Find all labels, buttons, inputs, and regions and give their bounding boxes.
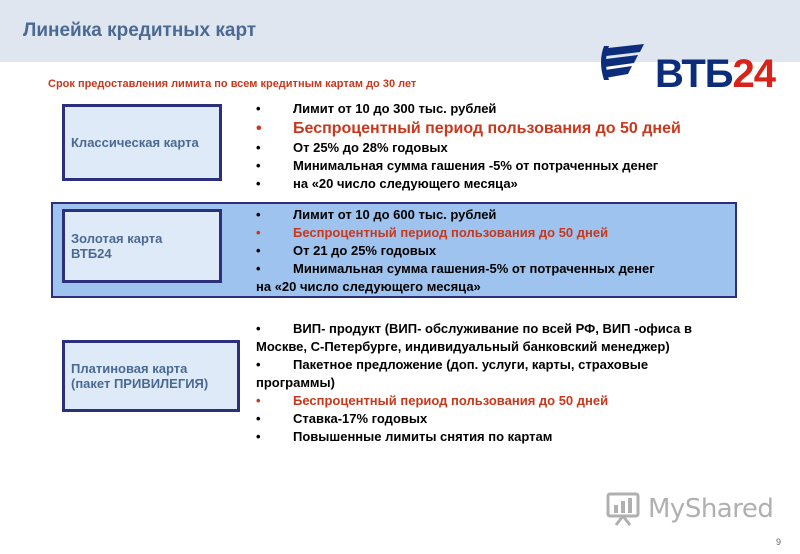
feature-item: • Минимальная сумма гашения-5% от потраченных денег на «20 число следующего месяца» [256, 260, 656, 296]
platinum-card-features [256, 320, 746, 446]
classic-card-label [62, 104, 222, 181]
feature-item: • Беспроцентный период пользования до 50 дней [256, 118, 756, 139]
feature-item: • Пакетное предложение (доп. услуги, карты, страховые программы) [256, 356, 696, 392]
feature-item: • Ставка-17% годовых [256, 410, 746, 428]
feature-item: • Повышенные лимиты снятия по картам [256, 428, 746, 446]
feature-item: • ВИП- продукт (ВИП- обслуживание по всей РФ, ВИП -офиса в Москве, С-Петербурге, индивидуальный банковский менеджер) [256, 320, 736, 356]
card-label-line: Платиновая карта [71, 361, 188, 376]
platinum-card-label [62, 340, 240, 412]
card-label-line: (пакет ПРИВИЛЕГИЯ) [71, 376, 209, 391]
feature-item: • Минимальная сумма гашения -5% от потраченных денег [256, 157, 756, 175]
classic-card-features [256, 100, 756, 193]
feature-item: • на «20 число следующего месяца» [256, 175, 756, 193]
limit-term-note: Срок предоставления лимита по всем кредитным картам до 30 лет [48, 78, 417, 90]
vtb24-wordmark [655, 52, 775, 96]
logo-text-24: 24 [732, 52, 776, 96]
feature-item: • От 25% до 28% годовых [256, 139, 756, 157]
feature-item: • От 21 до 25% годовых [256, 242, 726, 260]
myshared-watermark [606, 490, 774, 530]
watermark-text: MyShared [648, 494, 774, 524]
vtb-flag-icon [600, 42, 650, 82]
presentation-board-icon [606, 490, 640, 526]
page-number: 9 [776, 537, 782, 547]
gold-card-label [62, 209, 222, 283]
card-label-line: ВТБ24 [71, 246, 112, 261]
page-title: Линейка кредитных карт [23, 20, 257, 41]
logo-text-vtb: ВТБ [655, 52, 733, 96]
vtb24-logo [600, 42, 790, 97]
feature-item: • Лимит от 10 до 600 тыс. рублей [256, 206, 726, 224]
feature-item: • Беспроцентный период пользования до 50 дней [256, 392, 746, 410]
card-label-line: Классическая карта [71, 135, 199, 150]
feature-item: • Беспроцентный период пользования до 50 дней [256, 224, 726, 242]
feature-item: • Лимит от 10 до 300 тыс. рублей [256, 100, 756, 118]
gold-card-features [256, 206, 726, 296]
card-label-line: Золотая карта [71, 231, 163, 246]
